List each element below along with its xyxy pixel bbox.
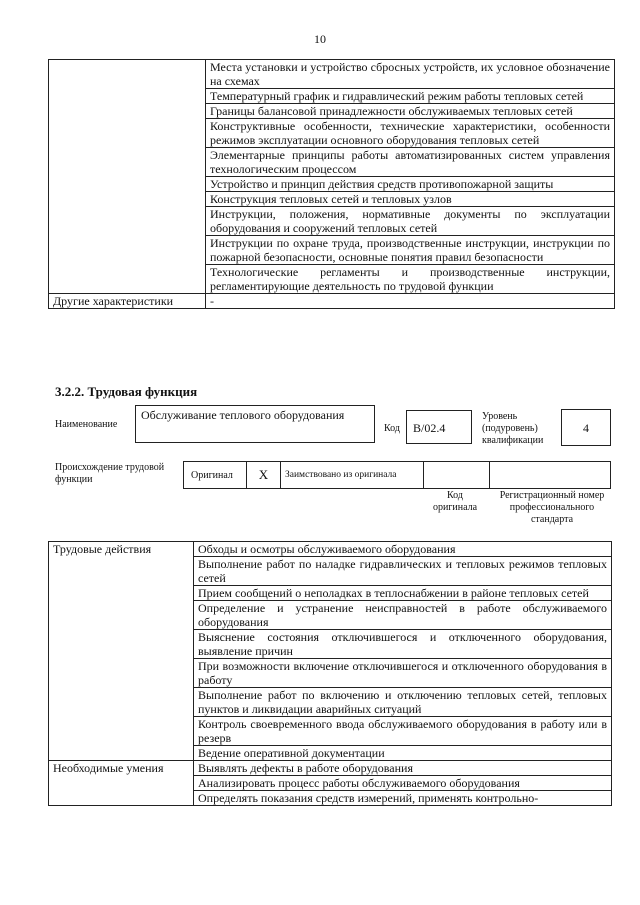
row-item: Места установки и устройство сбросных устройств, их условное обозначение на схемах xyxy=(206,60,615,89)
table-row xyxy=(49,761,612,776)
row-item: Определять показания средств измерений, применять контрольно- xyxy=(194,791,612,806)
row-item: Элементарные принципы работы автоматизированных систем управления технологическим процессом xyxy=(206,148,615,177)
row-item: Конструктивные особенности, технические характеристики, особенности режимов эксплуатации основного оборудования тепловых сетей xyxy=(206,119,615,148)
reg-number-caption: Регистрационный номер профессионального стандарта xyxy=(499,490,605,525)
row-item: Обходы и осмотры обслуживаемого оборудования xyxy=(194,542,612,557)
code-box xyxy=(406,410,472,444)
level-box xyxy=(561,409,611,446)
level-label: Уровень (подуровень) квалификации xyxy=(482,411,544,446)
code-label: Код xyxy=(384,423,400,434)
row-label xyxy=(49,60,206,294)
labor-actions-table xyxy=(48,541,612,806)
knowledge-table xyxy=(48,59,615,309)
function-name-value: Обслуживание теплового оборудования xyxy=(141,408,345,422)
origin-mark-cell xyxy=(247,462,281,488)
row-label: Другие характеристики xyxy=(49,294,206,309)
table-row xyxy=(49,294,615,309)
row-item: Выявлять дефекты в работе оборудования xyxy=(194,761,612,776)
table-row xyxy=(49,60,615,89)
function-name-box xyxy=(135,405,375,443)
table-row xyxy=(49,542,612,557)
row-item: Выполнение работ по наладке гидравлических и тепловых режимов тепловых сетей xyxy=(194,557,612,586)
row-item: Конструкция тепловых сетей и тепловых узлов xyxy=(206,192,615,207)
name-label: Наименование xyxy=(55,419,118,430)
row-item: Устройство и принцип действия средств противопожарной защиты xyxy=(206,177,615,192)
row-item: Анализировать процесс работы обслуживаемого оборудования xyxy=(194,776,612,791)
section-heading: 3.2.2. Трудовая функция xyxy=(55,384,198,399)
origin-label: Происхождение трудовой функции xyxy=(55,462,165,485)
origin-borrowed-cell xyxy=(281,462,424,488)
row-item: Температурный график и гидравлический режим работы тепловых сетей xyxy=(206,89,615,104)
row-label: Трудовые действия xyxy=(49,542,194,761)
row-item: Контроль своевременного ввода обслуживаемого оборудования в работу или в резерв xyxy=(194,717,612,746)
origin-code-cell xyxy=(424,462,490,488)
origin-original-cell xyxy=(184,462,247,488)
borrowed-label: Заимствовано из оригинала xyxy=(285,470,397,480)
origin-box xyxy=(183,461,611,489)
origin-reg-cell xyxy=(490,462,610,488)
row-item: Границы балансовой принадлежности обслуживаемых тепловых сетей xyxy=(206,104,615,119)
original-mark: X xyxy=(258,467,269,482)
row-item: Инструкции, положения, нормативные документы по эксплуатации оборудования и сооружений тепловых сетей xyxy=(206,207,615,236)
row-label: Необходимые умения xyxy=(49,761,194,806)
row-item: Прием сообщений о неполадках в теплоснабжении в районе тепловых сетей xyxy=(194,586,612,601)
row-item: Определение и устранение неисправностей в работе обслуживаемого оборудования xyxy=(194,601,612,630)
page-number: 10 xyxy=(314,32,326,46)
row-item: Ведение оперативной документации xyxy=(194,746,612,761)
row-item: Выполнение работ по включению и отключению тепловых сетей, тепловых пунктов и ликвидации аварийных ситуаций xyxy=(194,688,612,717)
row-item: Инструкции по охране труда, производственные инструкции, инструкции по пожарной безопасности, основные понятия правил безопасности xyxy=(206,236,615,265)
row-item: При возможности включение отключившегося и отключенного оборудования в работу xyxy=(194,659,612,688)
level-value: 4 xyxy=(583,421,589,435)
code-original-caption: Код оригинала xyxy=(432,490,478,513)
row-item: Технологические регламенты и производственные инструкции, регламентирующие деятельность по трудовой функции xyxy=(206,265,615,294)
row-item: - xyxy=(206,294,615,309)
code-value: B/02.4 xyxy=(413,421,446,435)
row-item: Выяснение состояния отключившегося и отключенного оборудования, выявление причин xyxy=(194,630,612,659)
original-label: Оригинал xyxy=(191,470,233,481)
